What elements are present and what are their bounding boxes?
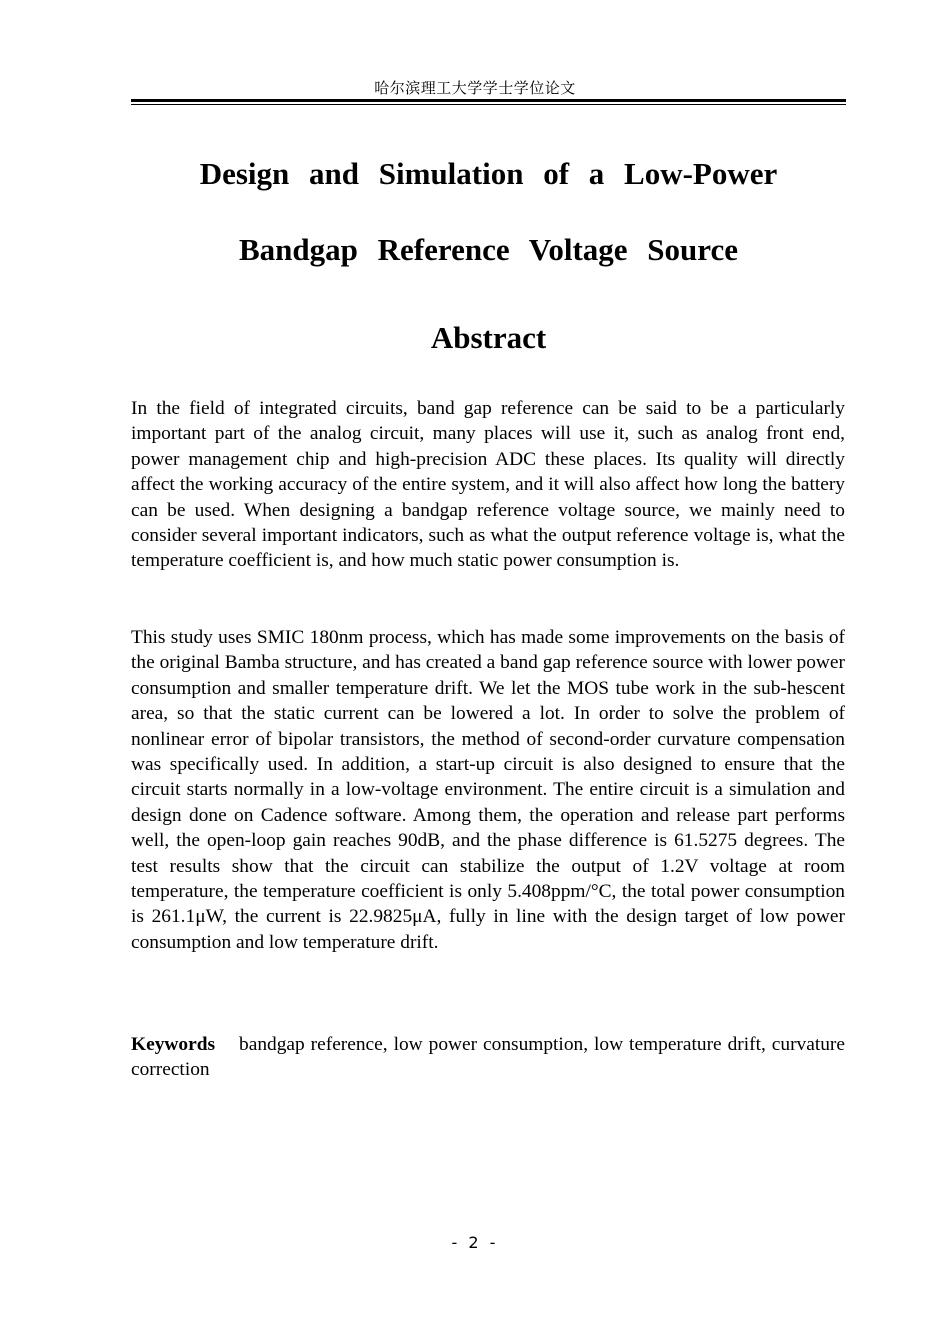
abstract-heading: Abstract: [430, 320, 547, 355]
running-header: 哈尔滨理工大学学士学位论文: [374, 79, 576, 97]
header-rule-thick: [131, 99, 846, 102]
abstract-paragraph-1: In the field of integrated circuits, band gap reference can be said to be a particularly important part of the analog circuit, many places will use it, such as analog front end, power management chip and high-precision ADC these places. Its quality will directly affect the working accuracy of the entire system, and it will also affect how long the battery can be used. When designing a bandgap reference voltage source, we mainly need to consider several important indicators, such as what the output reference voltage is, what the temperature coefficient is, and how much static power consumption is.: [131, 398, 845, 572]
thesis-title-line-2: Bandgap Reference Voltage Source: [239, 232, 738, 267]
header-rule-thin: [131, 104, 846, 105]
keywords-line: [131, 1032, 845, 1083]
thesis-title-line-1: Design and Simulation of a Low-Power: [199, 156, 778, 191]
keywords-label: Keywords: [131, 1034, 216, 1055]
keywords-text: bandgap reference, low power consumption, low temperature drift, curvature correction: [131, 1034, 845, 1081]
abstract-paragraph-2: This study uses SMIC 180nm process, which has made some improvements on the basis of the original Bamba structure, and has created a band gap reference source with lower power consumption and smaller temperature drift. We let the MOS tube work in the sub-hescent area, so that the static current can be lowered a lot. In order to solve the problem of nonlinear error of bipolar transistors, the method of second-order curvature compensation was specifically used. In addition, a start-up circuit is also designed to ensure that the circuit starts normally in a low-voltage environment. The entire circuit is a simulation and design done on Cadence software. Among them, the operation and release part performs well, the open-loop gain reaches 90dB, and the phase difference is 61.5275 degrees. The test results show that the circuit can stabilize the output of 1.2V voltage at room temperature, the temperature coefficient is only 5.408ppm/°C, the total power consumption is 261.1μW, the current is 22.9825μA, fully in line with the design target of low power consumption and low temperature drift.: [131, 627, 845, 953]
page-number: - 2 -: [451, 1233, 499, 1252]
